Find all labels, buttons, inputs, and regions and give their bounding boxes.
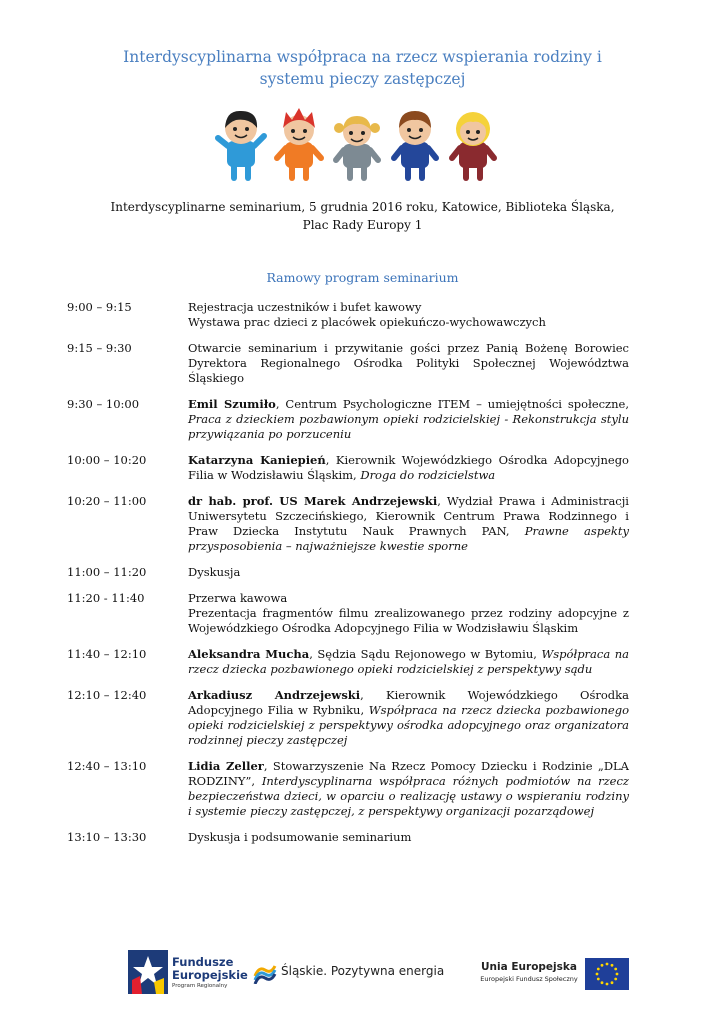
program-time: 11:20 - 11:40	[67, 591, 145, 605]
program-time: 9:00 – 9:15	[67, 300, 132, 314]
speaker-affiliation: , Kierownik Wojewódzkiego Ośrodka Adopcyjnego Filia w Rybniku,	[188, 688, 629, 717]
child-figure-icon	[218, 111, 264, 178]
program-description	[188, 647, 629, 677]
program-time: 12:10 – 12:40	[67, 688, 147, 702]
section-title: Ramowy program seminarium	[266, 270, 459, 285]
child-figure-icon	[394, 111, 436, 178]
program-line: Prezentacja fragmentów filmu zrealizowanego przez rodziny adopcyjne z Wojewódzkiego Ośrodka Adopcyjnego Filia w Wodzisławiu Śląskim	[188, 606, 629, 635]
talk-title: Interdyscyplinarna współpraca różnych podmiotów na rzecz bezpieczeństwa dzieci, w oparciu o realizację ustawy o wspieraniu rodziny i systemie pieczy zastępczej, z perspektywy organizacji pozarządowej	[188, 774, 629, 818]
speaker-affiliation: , Sędzia Sądu Rejonowego w Bytomiu,	[309, 647, 542, 661]
speaker-affiliation: , Centrum Psychologiczne ITEM – umiejętności społeczne,	[275, 397, 629, 411]
child-figure-icon	[277, 108, 321, 178]
program-time: 9:30 – 10:00	[67, 397, 140, 411]
program-description: Dyskusja	[188, 565, 241, 579]
program-line: Przerwa kawowa	[188, 591, 288, 605]
speaker-name: Arkadiusz Andrzejewski	[188, 688, 361, 702]
talk-title: Współpraca na rzecz dziecka pozbawionego opieki rodzicielskiej z perspektywy ośrodka adopcyjnego oraz organizatora rodzinnej pieczy zastępczej	[188, 703, 630, 747]
document-title: Interdyscyplinarna współpraca na rzecz wspierania rodziny i systemu pieczy zastępczej	[123, 48, 602, 88]
program-row	[67, 300, 629, 330]
program-description	[188, 397, 629, 442]
event-line: Plac Rady Europy 1	[302, 218, 423, 232]
talk-title: Praca z dzieckiem pozbawionym opieki rodzicielskiej - Rekonstrukcja stylu przywiązania po porzuceniu	[188, 412, 629, 441]
talk-title: Prawne aspekty przysposobienia – najważniejsze kwestie sporne	[188, 524, 629, 553]
program-description: Otwarcie seminarium i przywitanie gości przez Panią Bożenę Borowiec Dyrektora Regionalnego Ośrodka Polityki Społecznej Województwa Śląskiego	[188, 341, 629, 385]
program-description	[188, 688, 629, 748]
program-description	[188, 759, 629, 819]
program-row	[67, 759, 629, 819]
child-figure-icon	[334, 116, 380, 178]
slaskie-text: Śląskie. Pozytywna energia	[281, 964, 445, 978]
footer-logos	[0, 940, 725, 1010]
program-time: 11:40 – 12:10	[67, 647, 147, 661]
program-time: 12:40 – 13:10	[67, 759, 147, 773]
fe-line2: Europejskie	[172, 968, 248, 982]
program-time: 10:20 – 11:00	[67, 494, 147, 508]
program-time: 10:00 – 10:20	[67, 453, 147, 467]
program-row	[67, 494, 629, 554]
speaker-name: Aleksandra Mucha	[188, 647, 310, 661]
talk-title: Współpraca na rzecz dziecka pozbawionego opieki rodzicielskiej z perspektywy sądu	[188, 647, 630, 676]
slaskie-wave-icon	[253, 962, 277, 984]
speaker-name: dr hab. prof. US Marek Andrzejewski	[188, 494, 438, 508]
ue-line1: Unia Europejska	[481, 961, 577, 973]
fe-text	[172, 956, 248, 990]
program-description	[188, 453, 629, 483]
unia-europejska-logo	[480, 958, 630, 994]
program-description	[188, 494, 629, 554]
program-description	[188, 591, 629, 636]
speaker-affiliation: , Kierownik Wojewódzkiego Ośrodka Adopcyjnego Filia w Wodzisławiu Śląskim,	[188, 453, 629, 482]
speaker-affiliation: , Stowarzyszenie Na Rzecz Pomocy Dziecku i Rodzinie „DLA RODZINY”,	[188, 759, 629, 788]
program-description: Dyskusja i podsumowanie seminarium	[188, 830, 412, 844]
event-info	[90, 198, 635, 234]
ue-text	[480, 960, 578, 984]
program-time: 11:00 – 11:20	[67, 565, 147, 579]
program-description	[188, 300, 629, 330]
event-line: Interdyscyplinarne seminarium, 5 grudnia 2016 roku, Katowice, Biblioteka Śląska,	[110, 200, 615, 214]
children-illustration	[214, 108, 514, 188]
program-line: Wystawa prac dzieci z placówek opiekuńczo-wychowawczych	[188, 315, 546, 329]
program-row	[67, 453, 629, 483]
speaker-name: Lidia Zeller	[188, 759, 264, 773]
program-time: 13:10 – 13:30	[67, 830, 147, 844]
program-row	[67, 591, 629, 636]
fe-line1: Fundusze	[172, 955, 234, 969]
program-list	[67, 300, 629, 856]
program-row	[67, 397, 629, 442]
speaker-name: Emil Szumiło	[188, 397, 276, 411]
ue-line2: Europejski Fundusz Społeczny	[480, 975, 578, 983]
slaskie-logo	[253, 962, 453, 986]
speaker-name: Katarzyna Kaniepień	[188, 453, 326, 467]
fe-star-icon	[128, 950, 168, 994]
program-row	[67, 565, 629, 580]
program-row	[67, 830, 629, 845]
speaker-affiliation: , Wydział Prawa i Administracji Uniwersytetu Szczecińskiego, Kierownik Centrum Prawa Rodzinnego i Praw Dziecka Instytutu Nauk Prawnych PAN,	[188, 494, 629, 538]
program-row	[67, 647, 629, 677]
program-row	[67, 688, 629, 748]
fundusze-europejskie-logo	[128, 950, 248, 1000]
talk-title: Droga do rodzicielstwa	[360, 468, 496, 482]
program-line: Rejestracja uczestników i bufet kawowy	[188, 300, 422, 314]
eu-flag-icon	[585, 958, 629, 990]
program-row	[67, 341, 629, 386]
program-time: 9:15 – 9:30	[67, 341, 132, 355]
fe-line3: Program Regionalny	[172, 983, 228, 989]
child-figure-icon	[452, 112, 494, 178]
